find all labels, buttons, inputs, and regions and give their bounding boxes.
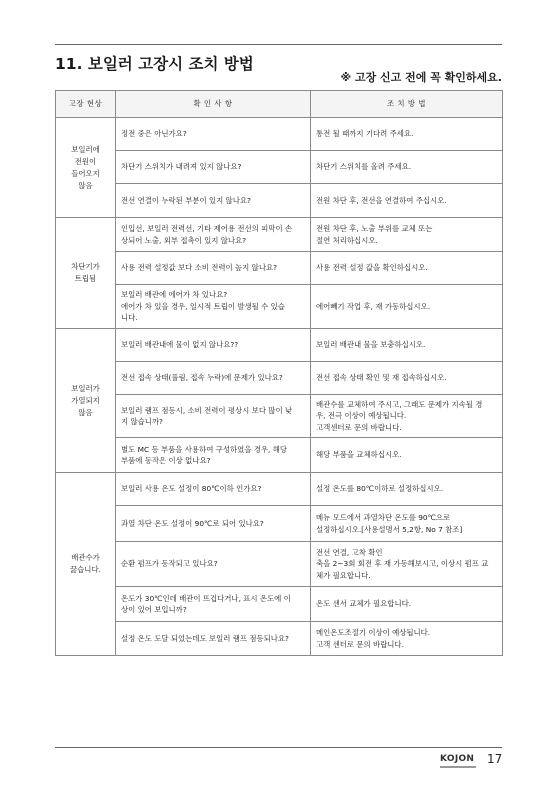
action-cell (311, 118, 503, 151)
brand-logo-underline (440, 766, 476, 768)
action-text: 전원 차단 후, 노출 부위를 교체 또는 절연 처리하십시오. (316, 224, 433, 245)
header-check: 확 인 사 항 (116, 91, 311, 118)
action-text: 메뉴 모드에서 과열차단 온도를 90℃으로 설정하십시오.[사용설명서 5,2항, No 7 참조] (316, 513, 463, 534)
check-cell (116, 587, 311, 622)
action-text: 설정 온도를 80℃이하로 설정하십시오. (316, 484, 444, 494)
action-cell (311, 285, 503, 329)
header-action: 조 치 방 법 (311, 91, 503, 118)
header-symptom: 고장 현상 (56, 91, 116, 118)
action-text: 전선 연결, 고착 확인 축을 2~3회 회전 후 재 가동해보시고, 이상시 펌프 교 체가 필요합니다. (316, 547, 489, 580)
symptom-label: 보일러에 전원이 들어오지 않음 (71, 144, 100, 190)
check-text: 별도 MC 등 부품을 사용하여 구성하였을 경우, 해당 부품에 동작은 이상 없나요? (121, 444, 287, 465)
check-text: 정전 중은 아닌가요? (121, 129, 187, 139)
check-text: 과열 차단 온도 설정이 90℃로 되어 있나요? (121, 518, 264, 528)
check-cell (116, 285, 311, 329)
table-row (56, 252, 503, 285)
table-header-row (56, 91, 503, 118)
action-cell (311, 252, 503, 285)
table-row (56, 362, 503, 395)
table-row (56, 118, 503, 151)
page-title: 11. 보일러 고장시 조치 방법 (55, 55, 254, 73)
symptom-cell (56, 473, 116, 656)
action-cell (311, 438, 503, 473)
action-cell (311, 622, 503, 656)
brand-logo-text: KOJON (440, 754, 475, 764)
check-text: 보일러 배관내에 물이 없지 않나요?? (121, 340, 239, 350)
check-text: 보일러 배관에 에어가 차 있나요? 에어가 차 있을 경우, 일시적 트립이 발생될 수 있습 니다. (121, 290, 285, 323)
bottom-divider (55, 747, 502, 748)
check-text: 설정 온도 도달 되었는데도 보일러 램프 점등되나요? (121, 633, 289, 643)
symptom-label: 배관수가 끓습니다. (70, 553, 101, 574)
top-divider (55, 44, 502, 45)
action-cell (311, 329, 503, 362)
table-row (56, 395, 503, 438)
check-cell (116, 438, 311, 473)
table-row (56, 506, 503, 542)
table-row (56, 285, 503, 329)
action-text: 해당 부품을 교체하십시오. (316, 450, 402, 460)
check-cell (116, 329, 311, 362)
table-row (56, 587, 503, 622)
action-cell (311, 473, 503, 506)
check-cell (116, 506, 311, 542)
check-cell (116, 184, 311, 218)
check-text: 전선 연결이 누락된 부분이 있지 않나요? (121, 195, 251, 205)
page-number: 17 (487, 752, 503, 766)
check-cell (116, 473, 311, 506)
action-text: 온도 센서 교체가 필요합니다. (316, 599, 412, 609)
action-cell (311, 362, 503, 395)
table-row (56, 438, 503, 473)
action-text: 전선 접속 상태 확인 및 재 접속하십시오. (316, 373, 447, 383)
check-cell (116, 118, 311, 151)
check-cell (116, 542, 311, 587)
table-row (56, 329, 503, 362)
action-text: 통전 될 때까지 기다려 주세요. (316, 129, 414, 139)
action-cell (311, 506, 503, 542)
check-text: 보일러 램프 점등시, 소비 전력이 평상시 보다 많이 낮 지 않습니까? (121, 405, 293, 426)
check-cell (116, 218, 311, 252)
check-cell (116, 395, 311, 438)
check-text: 인입선, 보일러 전력선, 기타 제어용 전선의 피막이 손 상되어 노출, 외부 접촉이 있지 않나요? (121, 224, 293, 245)
table-row (56, 151, 503, 184)
action-text: 사용 전력 설정 값을 확인하십시오. (316, 263, 428, 273)
action-cell (311, 395, 503, 438)
symptom-label: 보일러가 가열되지 않음 (71, 383, 100, 417)
action-text: 보일러 배관내 물을 보충하십시오. (316, 340, 426, 350)
check-text: 전선 접속 상태(풀림, 접속 누락)에 문제가 있나요? (121, 373, 283, 383)
symptom-cell (56, 329, 116, 473)
check-text: 온도가 30℃인데 배관이 뜨겁다거나, 표시 온도에 이 상이 있어 보입니까? (121, 593, 291, 614)
table-row (56, 184, 503, 218)
table-row (56, 473, 503, 506)
check-cell (116, 622, 311, 656)
action-text: 전원 차단 후, 전선을 연결하여 주십시오. (316, 195, 447, 205)
table-row (56, 542, 503, 587)
action-cell (311, 184, 503, 218)
action-text: 에어빼기 작업 후, 재 가동하십시오. (316, 301, 431, 311)
action-cell (311, 151, 503, 184)
troubleshooting-table (55, 90, 503, 656)
check-cell (116, 362, 311, 395)
symptom-cell (56, 118, 116, 218)
page-subtitle-notice: ※ 고장 신고 전에 꼭 확인하세요. (340, 71, 502, 84)
check-text: 보일러 사용 온도 설정이 80℃이하 인가요? (121, 484, 262, 494)
brand-logo (440, 754, 480, 772)
table-row (56, 622, 503, 656)
symptom-label: 차단기가 트립됨 (71, 262, 100, 283)
check-text: 순환 펌프가 동작되고 있나요? (121, 559, 218, 569)
action-cell (311, 218, 503, 252)
check-text: 사용 전력 설정값 보다 소비 전력이 높지 않나요? (121, 263, 278, 273)
symptom-cell (56, 218, 116, 329)
check-text: 차단기 스위치가 내려져 있지 않나요? (121, 162, 242, 172)
check-cell (116, 151, 311, 184)
action-text: 배관수를 교체하여 주시고, 그래도 문제가 지속될 경 우, 전극 이상이 예상됩니다. 고객센터로 문의 바랍니다. (316, 399, 483, 432)
action-text: 메인온도조절기 이상이 예상됩니다. 고객 센터로 문의 바랍니다. (316, 628, 431, 649)
action-cell (311, 542, 503, 587)
action-text: 차단기 스위치를 올려 주세요. (316, 162, 412, 172)
action-cell (311, 587, 503, 622)
table-row (56, 218, 503, 252)
check-cell (116, 252, 311, 285)
